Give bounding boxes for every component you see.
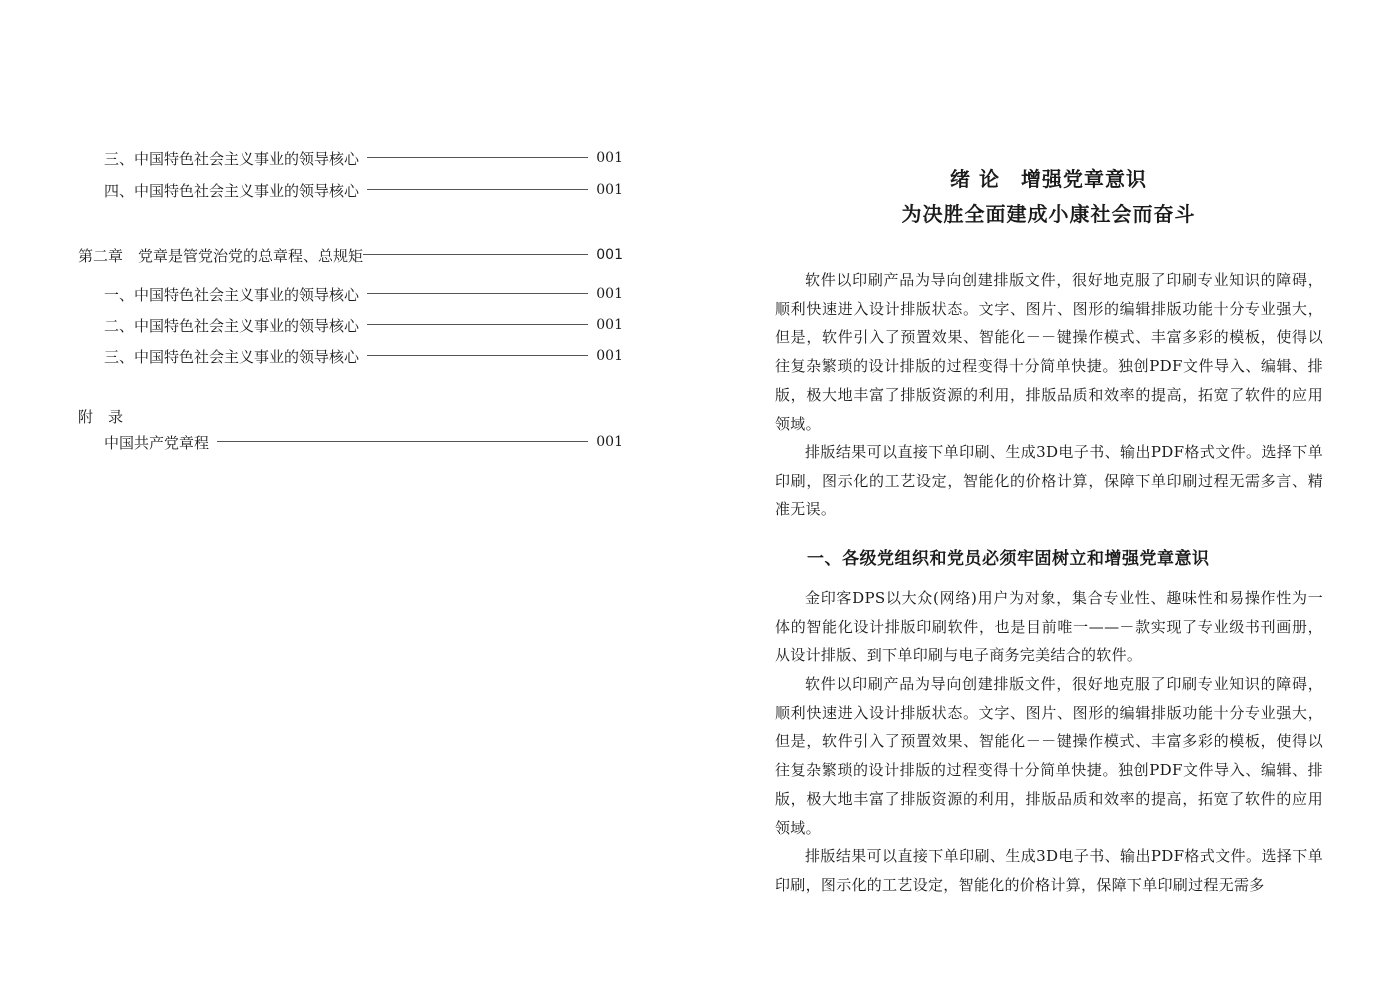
toc-chapter-title: 第二章 党章是管党治党的总章程、总规矩 bbox=[78, 246, 364, 265]
toc-entry-title: 四、中国特色社会主义事业的领导核心 bbox=[104, 181, 360, 200]
toc-leader-line bbox=[367, 324, 588, 325]
toc-leader-line bbox=[363, 254, 588, 255]
toc-page-number: 001 bbox=[596, 317, 623, 333]
toc-leader-line bbox=[217, 441, 588, 442]
toc-entry[interactable] bbox=[104, 344, 623, 368]
toc-entry[interactable] bbox=[104, 282, 623, 306]
article-title-line1: 绪 论 增强党章意识 bbox=[950, 167, 1147, 191]
toc-leader-line bbox=[367, 189, 588, 190]
toc-leader-line bbox=[367, 355, 588, 356]
toc-entry-title: 一、中国特色社会主义事业的领导核心 bbox=[104, 285, 360, 304]
toc-entry-title: 三、中国特色社会主义事业的领导核心 bbox=[104, 149, 360, 168]
toc-page-number: 001 bbox=[596, 348, 623, 364]
toc-entry[interactable] bbox=[104, 178, 623, 202]
toc-leader-line bbox=[367, 293, 588, 294]
toc-entry-title: 中国共产党章程 bbox=[104, 433, 210, 452]
article-title-line2: 为决胜全面建成小康社会而奋斗 bbox=[901, 202, 1196, 226]
toc-page-number: 001 bbox=[596, 434, 623, 450]
toc-page-number: 001 bbox=[596, 247, 623, 263]
section-heading: 一、各级党组织和党员必须牢固树立和增强党章意识 bbox=[807, 549, 1210, 569]
toc-appendix-heading: 附 录 bbox=[78, 408, 124, 426]
article-paragraph: 排版结果可以直接下单印刷、生成3D电子书、输出PDF格式文件。选择下单印刷，图示化的工艺设定，智能化的价格计算，保障下单印刷过程无需多 bbox=[775, 847, 1323, 894]
toc-entry[interactable] bbox=[104, 313, 623, 337]
toc-entry[interactable] bbox=[104, 146, 623, 170]
article-paragraph: 排版结果可以直接下单印刷、生成3D电子书、输出PDF格式文件。选择下单印刷，图示化的工艺设定，智能化的价格计算，保障下单印刷过程无需多言、精准无误。 bbox=[775, 443, 1323, 519]
toc-page-number: 001 bbox=[596, 150, 623, 166]
article-paragraph: 软件以印刷产品为导向创建排版文件，很好地克服了印刷专业知识的障碍，顺利快速进入设计排版状态。文字、图片、图形的编辑排版功能十分专业强大，但是，软件引入了预置效果、智能化－－键操作模式、丰富多彩的模板，使得以往复杂繁琐的设计排版的过程变得十分简单快捷。独创PDF文件导入、编辑、排版，极大地丰富了排版资源的利用，排版品质和效率的提高，拓宽了软件的应用领域。 bbox=[775, 675, 1323, 837]
article-paragraph: 金印客DPS以大众(网络)用户为对象，集合专业性、趣味性和易操作性为一体的智能化设计排版印刷软件，也是目前唯一——－款实现了专业级书刊画册，从设计排版、到下单印刷与电子商务完美结合的软件。 bbox=[775, 589, 1323, 665]
toc-page-number: 001 bbox=[596, 182, 623, 198]
toc-leader-line bbox=[367, 157, 588, 158]
toc-entry-title: 三、中国特色社会主义事业的领导核心 bbox=[104, 347, 360, 366]
toc-entry[interactable] bbox=[104, 430, 623, 454]
toc-entry-title: 二、中国特色社会主义事业的领导核心 bbox=[104, 316, 360, 335]
toc-chapter-entry[interactable] bbox=[78, 243, 623, 267]
article-paragraph: 软件以印刷产品为导向创建排版文件，很好地克服了印刷专业知识的障碍，顺利快速进入设计排版状态。文字、图片、图形的编辑排版功能十分专业强大，但是，软件引入了预置效果、智能化－－键操作模式、丰富多彩的模板，使得以往复杂繁琐的设计排版的过程变得十分简单快捷。独创PDF文件导入、编辑、排版，极大地丰富了排版资源的利用，排版品质和效率的提高，拓宽了软件的应用领域。 bbox=[775, 271, 1323, 433]
toc-page-number: 001 bbox=[596, 286, 623, 302]
